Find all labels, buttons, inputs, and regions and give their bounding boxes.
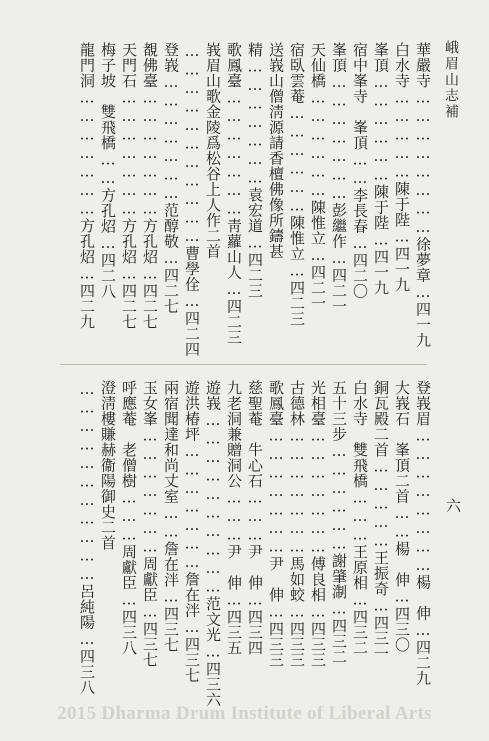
toc-entry: 玉女峯…………………周獻臣…四三七 xyxy=(141,380,159,668)
toc-entry: 歌鳳臺…………………靑蘿山人…四二三 xyxy=(225,42,243,345)
toc-entry: ……………………………呂純陽…四三八 xyxy=(78,380,96,695)
toc-entry: 天門石…………………方孔炤…四二七 xyxy=(120,42,138,330)
toc-entry: 白水寺 雙飛橋………王原相…四三二 xyxy=(351,380,369,656)
toc-entry: 宿臥雲菴………………陳惟立…四二三 xyxy=(288,42,306,327)
toc-entry: 銅瓦殿二首……………王振奇…四三一 xyxy=(372,380,390,662)
watermark: 2015 Dharma Drum Institute of Liberal Arts xyxy=(57,703,432,724)
toc-entry: 精…………………袁宏道…四二三 xyxy=(246,42,264,299)
toc-entry: 峯頂…………………彭繼作…四二一 xyxy=(330,42,348,314)
toc-entry: 登峩…………………范醇敬…四二七 xyxy=(162,42,180,314)
toc-entry: 兩宿聞達和尚丈室……詹在泮…四三七 xyxy=(162,380,180,653)
toc-entry: 呼應菴 老僧樹………周獻臣…四三八 xyxy=(120,380,138,656)
toc-entry: 宿中峯寺 峯頂……李長春…四二〇 xyxy=(351,42,369,299)
toc-entry: 九老洞兼贈洞公………尹 伸…四三五 xyxy=(225,380,243,656)
toc-entry: 遊峩…………………………范文光…四三六 xyxy=(204,380,222,708)
toc-entry: 白水寺……………陳于陛…四一九 xyxy=(393,42,411,293)
toc-entry: 歌鳳臺…………………尹 伸…四三三 xyxy=(267,380,285,668)
toc-entry: 龍門洞…………………方孔炤…四二九 xyxy=(78,42,96,330)
toc-entry: 五十三步………………謝肇淛…四三二 xyxy=(330,380,348,665)
toc-entry: 覩佛臺…………………方孔炤…四二七 xyxy=(141,42,159,330)
toc-entry: 古德林…………………馬如蛟…四三三 xyxy=(288,380,306,668)
toc-entry: 光相臺…………………傅良相…四三三 xyxy=(309,380,327,668)
toc-entry: 登峩眉……………………楊 伸…四二九 xyxy=(414,380,432,686)
toc-entry: 遊洪椿坪…………………詹在泮…四三七 xyxy=(183,380,201,683)
toc-entry: 慈聖菴 牛心石………尹 伸…四三四 xyxy=(246,380,264,656)
toc-entry: ……………………………曹學佺…四二四 xyxy=(183,42,201,357)
toc-entry: 梅子坡 雙飛橋……方孔炤…四二八 xyxy=(99,42,117,299)
toc-entry: 華嚴寺……………………徐夢章…四一九 xyxy=(414,42,432,348)
page-number: 六 xyxy=(444,498,462,514)
toc-entry: 大峩石 峯頂二首……楊 伸…四三〇 xyxy=(393,380,411,653)
toc-entry: 峩眉山歌金陵爲松谷上人作二首 xyxy=(204,42,222,259)
toc-entry: 澄淸樓賺赫衞陽御史二首 xyxy=(99,380,117,551)
running-title: 峨眉山志補 xyxy=(443,40,459,120)
section-divider xyxy=(60,364,427,365)
toc-entry: 天仙橋………………陳惟立…四二一 xyxy=(309,42,327,311)
toc-entry: 送峩山僧淸源請香檀佛像所鑄甚 xyxy=(267,42,285,259)
toc-entry: 峯頂………………陳于陛…四一九 xyxy=(372,42,390,296)
